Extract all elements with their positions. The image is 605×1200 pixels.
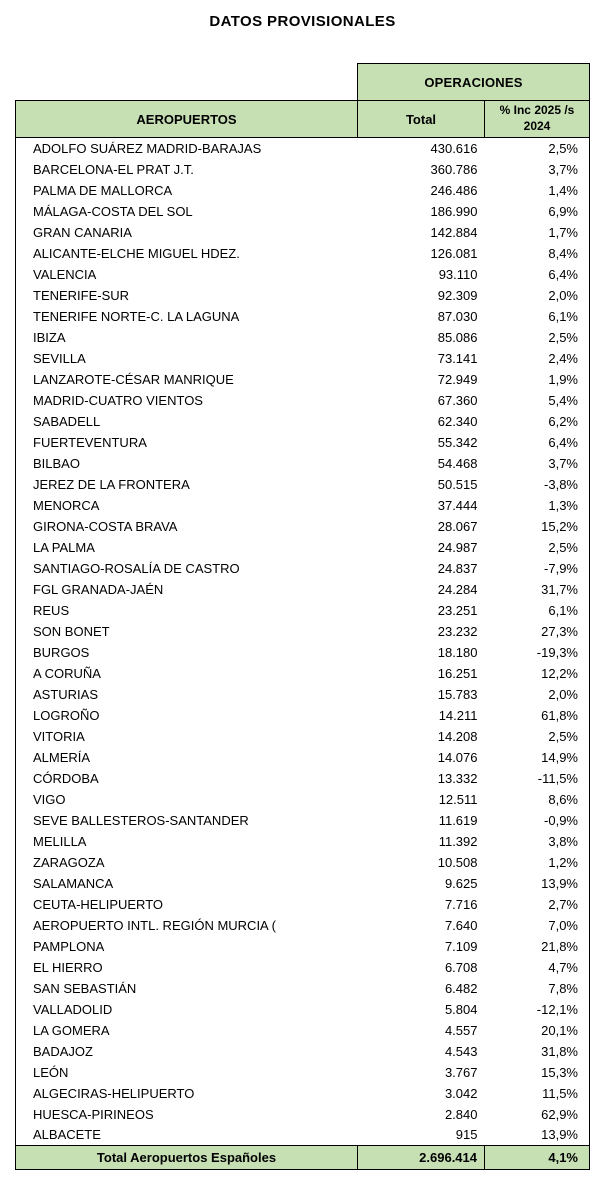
table-row	[16, 1041, 590, 1062]
airport-total-value: 92.309	[437, 287, 478, 303]
table-row	[16, 1020, 590, 1041]
table-row	[16, 789, 590, 810]
airport-name: SEVILLA	[16, 348, 358, 369]
table-row	[16, 306, 590, 327]
airport-name: LA GOMERA	[16, 1020, 358, 1041]
blank-header-cell	[16, 64, 358, 101]
airport-name: SALAMANCA	[16, 873, 358, 894]
table-row	[16, 978, 590, 999]
airport-name: LA PALMA	[16, 537, 358, 558]
airport-total-value: 360.786	[430, 161, 478, 177]
airport-pct-inc-value: 7,8%	[485, 978, 590, 999]
airport-pct-inc-value: 1,2%	[485, 852, 590, 873]
table-row	[16, 243, 590, 264]
airport-name: LANZAROTE-CÉSAR MANRIQUE	[16, 369, 358, 390]
table-row	[16, 138, 590, 159]
airport-total-value: 72.949	[437, 371, 478, 387]
airport-name: ZARAGOZA	[16, 852, 358, 873]
airport-total-value: 24.284	[437, 581, 478, 597]
airport-total-value: 55.342	[437, 434, 478, 450]
airport-pct-inc-value: -19,3%	[485, 642, 590, 663]
airport-total-value: 6.482	[444, 980, 478, 996]
airport-pct-inc-value: 2,5%	[485, 138, 590, 159]
table-row	[16, 180, 590, 201]
airport-pct-inc-value: -7,9%	[485, 558, 590, 579]
table-row	[16, 957, 590, 978]
airport-pct-inc-value: 6,2%	[485, 411, 590, 432]
airport-pct-inc-value: 6,1%	[485, 600, 590, 621]
page-title: DATOS PROVISIONALES	[209, 13, 396, 30]
airport-name: ALMERÍA	[16, 747, 358, 768]
table-row	[16, 1125, 590, 1146]
airport-total-value: 11.619	[438, 812, 478, 828]
table-row	[16, 432, 590, 453]
group-header-row	[16, 64, 590, 101]
table-row	[16, 285, 590, 306]
airport-pct-inc-value: 2,0%	[485, 684, 590, 705]
airport-total-value: 7.640	[444, 917, 478, 933]
table-row	[16, 936, 590, 957]
airport-pct-inc-value: 2,5%	[485, 726, 590, 747]
table-row	[16, 558, 590, 579]
table-row	[16, 915, 590, 936]
airport-total-value: 142.884	[430, 224, 478, 240]
airport-name: FGL GRANADA-JAÉN	[16, 579, 358, 600]
airport-total-value: 87.030	[437, 308, 478, 324]
column-header-row	[16, 101, 590, 138]
airport-total-value: 54.468	[437, 455, 478, 471]
airport-total-value: 126.081	[430, 245, 478, 261]
airport-total-value: 7.716	[444, 896, 478, 912]
airport-total-value: 915	[455, 1127, 478, 1143]
airport-total-value: 2.840	[444, 1106, 478, 1122]
airport-total-value: 28.067	[437, 518, 478, 534]
airport-pct-inc-value: 31,8%	[485, 1041, 590, 1062]
airport-name: REUS	[16, 600, 358, 621]
airport-total-value: 7.109	[444, 938, 478, 954]
table-row	[16, 894, 590, 915]
table-row	[16, 726, 590, 747]
airport-pct-inc-value: 13,9%	[485, 1125, 590, 1146]
airport-total-value: 23.232	[437, 623, 478, 639]
airport-pct-inc-value: 8,6%	[485, 789, 590, 810]
table-body	[16, 138, 590, 1146]
table-row	[16, 474, 590, 495]
airport-total-value: 11.392	[438, 833, 478, 849]
table-row	[16, 222, 590, 243]
table-row	[16, 495, 590, 516]
airport-total-value: 93.110	[438, 266, 478, 282]
airport-total-value: 3.042	[444, 1085, 478, 1101]
airport-total-value: 9.625	[444, 875, 478, 891]
airport-pct-inc-value: 62,9%	[485, 1104, 590, 1125]
airport-total-value: 15.783	[437, 686, 478, 702]
table-row	[16, 201, 590, 222]
table-row	[16, 1083, 590, 1104]
airport-name: CEUTA-HELIPUERTO	[16, 894, 358, 915]
column-header-pct-inc: % Inc 2025 /s 2024	[485, 101, 590, 138]
column-header-total: Total	[358, 101, 485, 138]
airport-total-value: 73.141	[437, 350, 478, 366]
airport-total-value: 37.444	[437, 497, 478, 513]
airport-name: LEÓN	[16, 1062, 358, 1083]
airport-pct-inc-value: 2,5%	[485, 537, 590, 558]
airport-name: MELILLA	[16, 831, 358, 852]
airport-pct-inc-value: 14,9%	[485, 747, 590, 768]
airport-total-value: 18.180	[437, 644, 478, 660]
airport-total-value: 6.708	[444, 959, 478, 975]
table-row	[16, 411, 590, 432]
airport-pct-inc-value: 20,1%	[485, 1020, 590, 1041]
table-row	[16, 831, 590, 852]
airport-pct-inc-value: 21,8%	[485, 936, 590, 957]
airport-pct-inc-value: 6,4%	[485, 432, 590, 453]
table-row	[16, 159, 590, 180]
airport-pct-inc-value: 6,1%	[485, 306, 590, 327]
airport-total-value: 14.208	[437, 728, 478, 744]
airport-total-value: 5.804	[444, 1001, 478, 1017]
airport-total-value: 14.076	[437, 749, 478, 765]
airport-pct-inc-value: 2,5%	[485, 327, 590, 348]
airport-name: SON BONET	[16, 621, 358, 642]
airport-name: BADAJOZ	[16, 1041, 358, 1062]
table-row	[16, 852, 590, 873]
airport-name: BARCELONA-EL PRAT J.T.	[16, 159, 358, 180]
airport-pct-inc-value: 2,4%	[485, 348, 590, 369]
airport-total-value: 16.251	[437, 665, 478, 681]
table-row	[16, 453, 590, 474]
airport-pct-inc-value: 5,4%	[485, 390, 590, 411]
airport-name: SANTIAGO-ROSALÍA DE CASTRO	[16, 558, 358, 579]
airport-total-value: 246.486	[430, 182, 478, 198]
airport-pct-inc-value: 15,2%	[485, 516, 590, 537]
airport-total-value: 14.211	[438, 707, 478, 723]
airport-name: ALICANTE-ELCHE MIGUEL HDEZ.	[16, 243, 358, 264]
airport-pct-inc-value: 6,4%	[485, 264, 590, 285]
total-row	[16, 1146, 590, 1170]
airport-pct-inc-value: -0,9%	[485, 810, 590, 831]
table-row	[16, 621, 590, 642]
airport-pct-inc-value: 27,3%	[485, 621, 590, 642]
airport-total-value: 62.340	[437, 413, 478, 429]
airport-pct-inc-value: 15,3%	[485, 1062, 590, 1083]
airport-pct-inc-value: 2,7%	[485, 894, 590, 915]
operations-group-header: OPERACIONES	[358, 64, 590, 101]
airport-total-value: 23.251	[437, 602, 478, 618]
airport-pct-inc-value: 12,2%	[485, 663, 590, 684]
table-row	[16, 264, 590, 285]
table-row	[16, 747, 590, 768]
table-row	[16, 537, 590, 558]
table-row	[16, 705, 590, 726]
airport-pct-inc-value: 4,7%	[485, 957, 590, 978]
airport-pct-inc-value: 6,9%	[485, 201, 590, 222]
airport-total-value: 430.616	[430, 140, 478, 156]
airport-name: BILBAO	[16, 453, 358, 474]
airport-name: PAMPLONA	[16, 936, 358, 957]
table-row	[16, 810, 590, 831]
table-row	[16, 999, 590, 1020]
airport-total-value: 10.508	[437, 854, 478, 870]
airport-total-value: 67.360	[437, 392, 478, 408]
airport-name: MENORCA	[16, 495, 358, 516]
airport-pct-inc-value: 7,0%	[485, 915, 590, 936]
airport-name: VITORIA	[16, 726, 358, 747]
airport-name: GIRONA-COSTA BRAVA	[16, 516, 358, 537]
airport-pct-inc-value: 3,7%	[485, 453, 590, 474]
table-row	[16, 684, 590, 705]
airport-name: TENERIFE-SUR	[16, 285, 358, 306]
airport-pct-inc-value: -12,1%	[485, 999, 590, 1020]
airport-name: SAN SEBASTIÁN	[16, 978, 358, 999]
table-row	[16, 642, 590, 663]
airport-name: FUERTEVENTURA	[16, 432, 358, 453]
total-row-pct-value: 4,1%	[485, 1146, 590, 1170]
airport-name: MÁLAGA-COSTA DEL SOL	[16, 201, 358, 222]
airport-pct-inc-value: 3,7%	[485, 159, 590, 180]
airport-name: ADOLFO SUÁREZ MADRID-BARAJAS	[16, 138, 358, 159]
airport-name: LOGROÑO	[16, 705, 358, 726]
table-row	[16, 1062, 590, 1083]
airport-name: ASTURIAS	[16, 684, 358, 705]
table-row	[16, 600, 590, 621]
airport-total-value: 12.511	[438, 791, 478, 807]
table-row	[16, 516, 590, 537]
airports-operations-table	[15, 63, 590, 1170]
airport-name: SABADELL	[16, 411, 358, 432]
table-row	[16, 663, 590, 684]
airport-pct-inc-value: 31,7%	[485, 579, 590, 600]
airport-name: HUESCA-PIRINEOS	[16, 1104, 358, 1125]
table-row	[16, 1104, 590, 1125]
airport-name: CÓRDOBA	[16, 768, 358, 789]
airport-pct-inc-value: 3,8%	[485, 831, 590, 852]
airport-pct-inc-value: 13,9%	[485, 873, 590, 894]
table-row	[16, 768, 590, 789]
airport-name: AEROPUERTO INTL. REGIÓN MURCIA (	[16, 915, 358, 936]
total-row-label: Total Aeropuertos Españoles	[16, 1146, 358, 1170]
airport-pct-inc-value: 61,8%	[485, 705, 590, 726]
airport-total-value: 4.557	[444, 1022, 478, 1038]
airport-pct-inc-value: -3,8%	[485, 474, 590, 495]
airport-pct-inc-value: 8,4%	[485, 243, 590, 264]
airport-name: IBIZA	[16, 327, 358, 348]
airport-name: VALENCIA	[16, 264, 358, 285]
airport-total-value: 4.543	[444, 1043, 478, 1059]
airport-name: BURGOS	[16, 642, 358, 663]
airport-total-value: 186.990	[430, 203, 478, 219]
airport-pct-inc-value: -11,5%	[485, 768, 590, 789]
airport-name: PALMA DE MALLORCA	[16, 180, 358, 201]
airport-pct-inc-value: 1,3%	[485, 495, 590, 516]
table-row	[16, 369, 590, 390]
table-row	[16, 348, 590, 369]
airport-name: SEVE BALLESTEROS-SANTANDER	[16, 810, 358, 831]
table-row	[16, 873, 590, 894]
airport-name: VALLADOLID	[16, 999, 358, 1020]
airport-name: A CORUÑA	[16, 663, 358, 684]
airport-total-value: 3.767	[444, 1064, 478, 1080]
airport-pct-inc-value: 1,4%	[485, 180, 590, 201]
airport-name: TENERIFE NORTE-C. LA LAGUNA	[16, 306, 358, 327]
airport-total-value: 85.086	[437, 329, 478, 345]
table-row	[16, 390, 590, 411]
airport-name: GRAN CANARIA	[16, 222, 358, 243]
airport-total-value: 13.332	[437, 770, 478, 786]
airport-name: ALGECIRAS-HELIPUERTO	[16, 1083, 358, 1104]
airport-name: EL HIERRO	[16, 957, 358, 978]
airport-pct-inc-value: 1,7%	[485, 222, 590, 243]
airport-total-value: 50.515	[437, 476, 478, 492]
airport-name: ALBACETE	[16, 1125, 358, 1146]
airport-total-value: 24.987	[437, 539, 478, 555]
table-row	[16, 327, 590, 348]
table-row	[16, 579, 590, 600]
column-header-airports: AEROPUERTOS	[16, 101, 358, 138]
airport-name: JEREZ DE LA FRONTERA	[16, 474, 358, 495]
airport-pct-inc-value: 2,0%	[485, 285, 590, 306]
airport-pct-inc-value: 11,5%	[485, 1083, 590, 1104]
airport-name: VIGO	[16, 789, 358, 810]
total-row-total-value: 2.696.414	[358, 1146, 485, 1170]
airport-pct-inc-value: 1,9%	[485, 369, 590, 390]
airport-name: MADRID-CUATRO VIENTOS	[16, 390, 358, 411]
airport-total-value: 24.837	[437, 560, 478, 576]
